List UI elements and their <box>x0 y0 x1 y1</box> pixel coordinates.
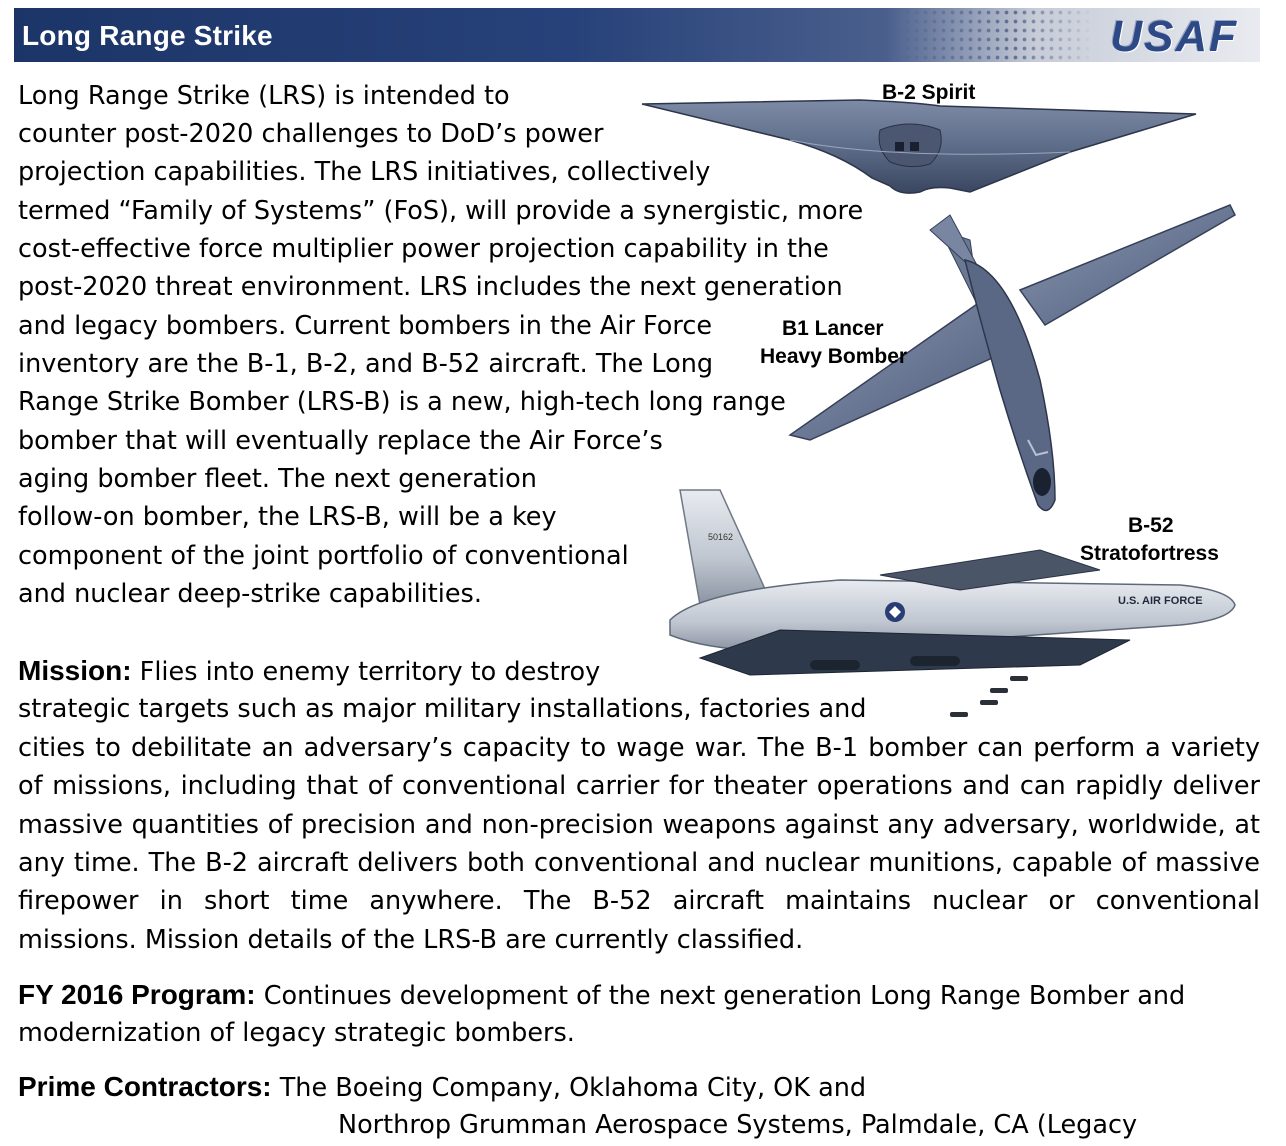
b1-label-line1: B1 Lancer <box>782 317 884 340</box>
usaf-logo: USAF <box>1110 12 1238 61</box>
header-dot-pattern <box>894 8 1094 62</box>
mission-line: cities to debilitate an adversary’s capacity to wage war. The B-1 bomber can perform a variety <box>18 733 1260 763</box>
prime-contractors-line <box>18 1068 866 1107</box>
mission-label: Mission: <box>18 655 132 686</box>
b2-label: B-2 Spirit <box>882 81 976 104</box>
mission-line: strategic targets such as major military installations, factories and <box>18 694 867 724</box>
intro-line: counter post-2020 challenges to DoD’s power <box>18 119 604 149</box>
b52-label-line1: B-52 <box>1128 514 1174 537</box>
b52-label-line2: Stratofortress <box>1080 542 1219 565</box>
intro-line: and nuclear deep-strike capabilities. <box>18 579 482 609</box>
mission-line: missions. Mission details of the LRS-B are currently classified. <box>18 925 804 955</box>
prime-contractors-line: Northrop Grumman Aerospace Systems, Palmdale, CA (Legacy <box>338 1110 1138 1140</box>
intro-line: Range Strike Bomber (LRS-B) is a new, high-tech long range <box>18 387 786 417</box>
prime-contractors-text: The Boeing Company, Oklahoma City, OK and <box>271 1073 867 1103</box>
intro-line: inventory are the B-1, B-2, and B-52 aircraft. The Long <box>18 349 714 379</box>
b52-tail-number: 50162 <box>708 532 734 542</box>
intro-line: aging bomber fleet. The next generation <box>18 464 537 494</box>
b2-spirit-image <box>640 100 1200 200</box>
intro-line: and legacy bombers. Current bombers in the Air Force <box>18 311 713 341</box>
fy-program-label: FY 2016 Program: <box>18 979 256 1010</box>
fy-program-line <box>18 976 1185 1015</box>
intro-line: bomber that will eventually replace the Air Force’s <box>18 426 663 456</box>
page-title: Long Range Strike <box>22 20 273 51</box>
intro-line: cost-effective force multiplier power projection capability in the <box>18 234 829 264</box>
fy-program-text: Continues development of the next generation Long Range Bomber and <box>255 981 1186 1011</box>
intro-line: post-2020 threat environment. LRS includes the next generation <box>18 272 843 302</box>
b1-label-line2: Heavy Bomber <box>760 345 908 368</box>
mission-line: any time. The B-2 aircraft delivers both conventional and nuclear munitions, capable of massive <box>18 848 1260 878</box>
intro-line: follow-on bomber, the LRS-B, will be a key <box>18 502 557 532</box>
intro-line: projection capabilities. The LRS initiatives, collectively <box>18 157 711 187</box>
fy-program-line: modernization of legacy strategic bombers. <box>18 1018 575 1048</box>
intro-line: termed “Family of Systems” (FoS), will provide a synergistic, more <box>18 196 864 226</box>
intro-line: component of the joint portfolio of conventional <box>18 541 629 571</box>
mission-line: massive quantities of precision and non-precision weapons against any adversary, worldwide, at <box>18 810 1260 840</box>
prime-contractors-label: Prime Contractors: <box>18 1071 272 1102</box>
mission-line: firepower in short time anywhere. The B-52 aircraft maintains nuclear or conventional <box>18 886 1260 916</box>
mission-line <box>18 652 600 691</box>
header-bar <box>14 8 1260 62</box>
b52-fuselage-text: U.S. AIR FORCE <box>1118 595 1203 607</box>
intro-line: Long Range Strike (LRS) is intended to <box>18 81 510 111</box>
mission-text: Flies into enemy territory to destroy <box>131 657 601 687</box>
mission-line: of missions, including that of conventional carrier for theater operations and can rapidly deliver <box>18 771 1260 801</box>
